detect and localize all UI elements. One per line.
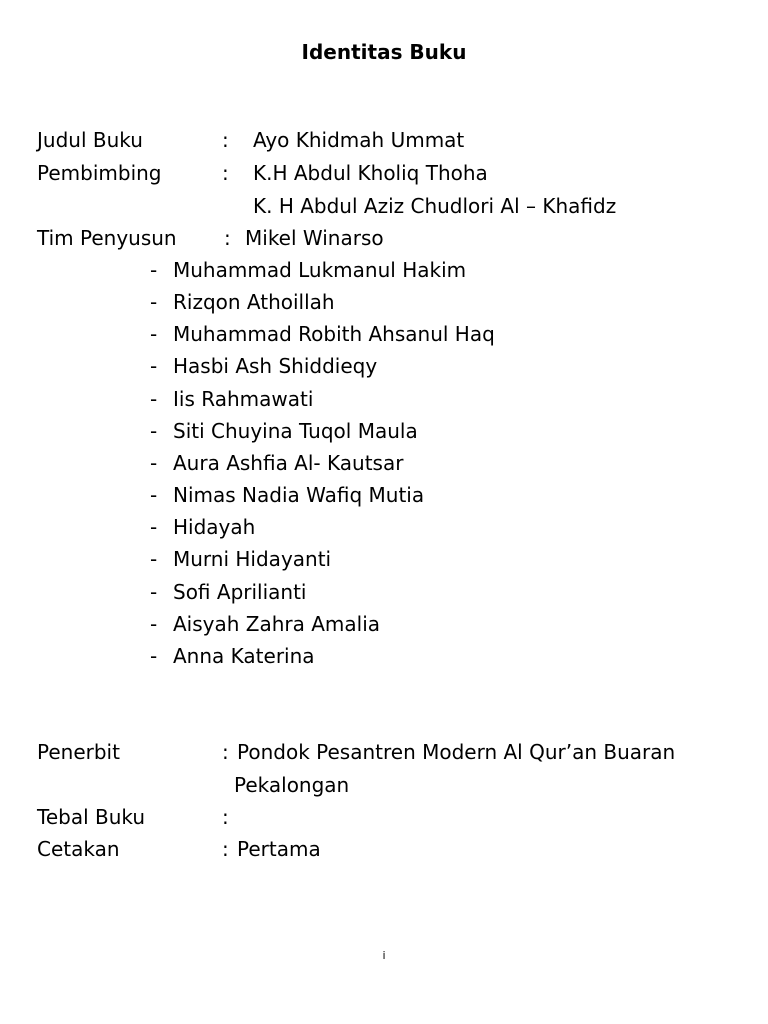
list-dash: - (150, 419, 158, 443)
member-name: Muhammad Lukmanul Hakim (173, 258, 467, 282)
list-dash: - (150, 290, 158, 314)
member-name: Aura Ashfia Al- Kautsar (173, 451, 404, 475)
judul-buku-value: Ayo Khidmah Ummat (253, 128, 465, 152)
tim-penyusun-colon: : (224, 226, 231, 250)
member-name: Nimas Nadia Wafiq Mutia (173, 483, 425, 507)
list-dash: - (150, 515, 158, 539)
judul-buku-colon: : (222, 128, 229, 152)
tebal-buku-colon: : (222, 805, 229, 829)
list-dash: - (150, 322, 158, 346)
judul-buku-label: Judul Buku (37, 128, 143, 152)
list-dash: - (150, 644, 158, 668)
penerbit-label: Penerbit (37, 740, 120, 764)
list-dash: - (150, 451, 158, 475)
member-name: Sofi Aprilianti (173, 580, 307, 604)
cetakan-value: Pertama (237, 837, 321, 861)
penerbit-colon: : (222, 740, 229, 764)
member-name: Siti Chuyina Tuqol Maula (173, 419, 418, 443)
tim-penyusun-label: Tim Penyusun (37, 226, 177, 250)
member-name: Rizqon Athoillah (173, 290, 335, 314)
member-name: Muhammad Robith Ahsanul Haq (173, 322, 495, 346)
cetakan-label: Cetakan (37, 837, 120, 861)
pembimbing-colon: : (222, 161, 229, 185)
tim-penyusun-value: Mikel Winarso (245, 226, 384, 250)
member-name: Iis Rahmawati (173, 387, 314, 411)
tebal-buku-label: Tebal Buku (37, 805, 146, 829)
penerbit-value-2: Pekalongan (234, 773, 350, 797)
document-title: Identitas Buku (301, 40, 467, 64)
list-dash: - (150, 547, 158, 571)
member-name: Anna Katerina (173, 644, 315, 668)
member-name: Murni Hidayanti (173, 547, 332, 571)
page-number: i (382, 949, 386, 962)
list-dash: - (150, 612, 158, 636)
cetakan-colon: : (222, 837, 229, 861)
list-dash: - (150, 387, 158, 411)
list-dash: - (150, 483, 158, 507)
list-dash: - (150, 354, 158, 378)
pembimbing-value-1: K.H Abdul Kholiq Thoha (253, 161, 488, 185)
list-dash: - (150, 258, 158, 282)
list-dash: - (150, 580, 158, 604)
pembimbing-value-2: K. H Abdul Aziz Chudlori Al – Khafidz (253, 194, 617, 218)
member-name: Hidayah (173, 515, 256, 539)
member-name: Aisyah Zahra Amalia (173, 612, 381, 636)
member-name: Hasbi Ash Shiddieqy (173, 354, 378, 378)
pembimbing-label: Pembimbing (37, 161, 162, 185)
penerbit-value-1: Pondok Pesantren Modern Al Qur’an Buaran (237, 740, 676, 764)
